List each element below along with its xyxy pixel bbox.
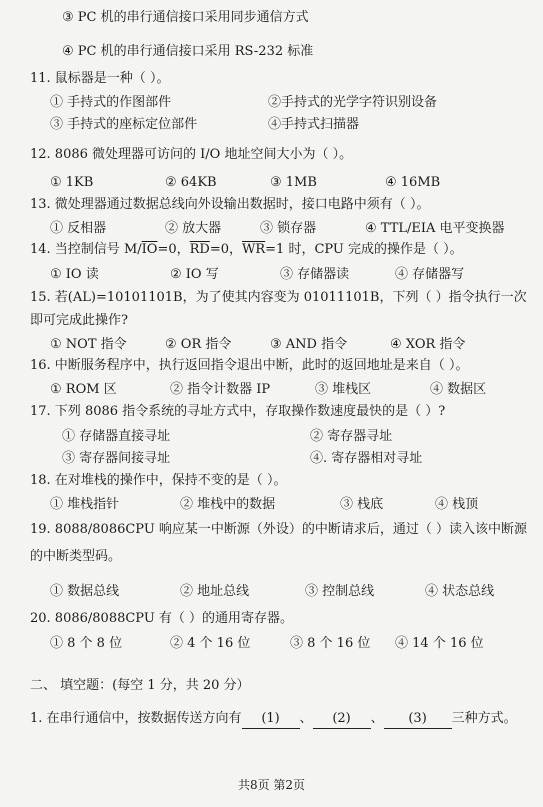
q16-option-1: ① ROM 区: [50, 382, 117, 397]
q16-option-3: ③ 堆栈区: [315, 382, 372, 397]
page-footer: 共8页 第2页: [237, 778, 306, 792]
q13-stem: 13. 微处理器通过数据总线向外设输出数据时，接口电路中须有（ ）。: [30, 197, 430, 212]
q17-option-1: ① 存储器直接寻址: [62, 429, 171, 444]
q19-option-4: ④ 状态总线: [425, 584, 495, 599]
q13-option-4: ④ TTL/EIA 电平变换器: [365, 221, 505, 236]
q20-stem: 20. 8086/8088CPU 有（ ）的通用寄存器。: [30, 611, 294, 626]
q11-option-4: ④手持式扫描器: [268, 117, 360, 132]
q20-option-1: ① 8 个 8 位: [50, 636, 123, 651]
q13-option-3: ③ 锁存器: [260, 221, 317, 236]
q14-option-4: ④ 存储器写: [395, 267, 465, 282]
fill-q1: [30, 710, 517, 729]
q14-option-2: ② IO 写: [170, 267, 219, 282]
q14-rd-signal: $\overline{RD}$: [189, 242, 210, 257]
q14-stem-part-a: 14. 当控制信号 M/: [30, 242, 142, 257]
q11-option-2: ②手持式的光学字符识别设备: [268, 95, 438, 110]
q19-option-3: ③ 控制总线: [305, 584, 375, 599]
q17-option-2: ② 寄存器寻址: [310, 429, 393, 444]
q20-option-3: ③ 8 个 16 位: [290, 636, 371, 651]
q12-stem: 12. 8086 微处理器可访问的 I/O 地址空间大小为（ ）。: [30, 147, 353, 162]
q10-option-3: ③ PC 机的串行通信接口采用同步通信方式: [62, 10, 309, 25]
fill-q1-text-b: 三种方式。: [451, 711, 517, 726]
q19-stem-2: 的中断类型码。: [30, 549, 122, 564]
q14-stem-part-c: =0，: [209, 242, 242, 257]
q12-option-2: ② 64KB: [165, 175, 217, 190]
fill-blank-2[interactable]: (2): [313, 710, 371, 729]
section-2-heading: 二、 填空题：(每空 1 分，共 20 分）: [30, 678, 250, 693]
fill-q1-sep-1: 、: [299, 711, 313, 726]
q14-stem-part-b: =0，: [157, 242, 190, 257]
q18-option-2: ② 堆栈中的数据: [180, 497, 276, 512]
q13-option-2: ② 放大器: [165, 221, 222, 236]
q16-option-2: ② 指令计数器 IP: [170, 382, 271, 397]
q15-option-2: ② OR 指令: [165, 337, 232, 352]
q20-option-2: ② 4 个 16 位: [170, 636, 251, 651]
q14-wr-signal: $\overline{WR}$: [242, 242, 266, 257]
q15-option-4: ④ XOR 指令: [390, 337, 466, 352]
q19-option-2: ② 地址总线: [180, 584, 250, 599]
q16-option-4: ④ 数据区: [430, 382, 487, 397]
q12-option-4: ④ 16MB: [385, 175, 441, 190]
q11-option-3: ③ 手持式的座标定位部件: [50, 117, 198, 132]
q18-stem: 18. 在对堆栈的操作中，保持不变的是（ ）。: [30, 473, 287, 488]
q19-option-1: ① 数据总线: [50, 584, 120, 599]
fill-q1-sep-2: 、: [370, 711, 384, 726]
fill-blank-1[interactable]: (1): [242, 710, 300, 729]
q15-stem-1: 15. 若(AL)=10101101B，为了使其内容变为 01011101B，下列（ ）指令执行一次: [30, 290, 527, 305]
q11-option-1: ① 手持式的作图部件: [50, 95, 172, 110]
q17-option-3: ③ 寄存器间接寻址: [62, 451, 171, 466]
q14-stem: [30, 241, 463, 259]
q15-option-3: ③ AND 指令: [270, 337, 348, 352]
q18-option-3: ③ 栈底: [340, 497, 384, 512]
q12-option-3: ③ 1MB: [270, 175, 317, 190]
q14-stem-part-d: =1 时，CPU 完成的操作是（ ）。: [265, 242, 463, 257]
q17-option-4: ④. 寄存器相对寻址: [310, 451, 423, 466]
fill-q1-text-a: 1. 在串行通信中，按数据传送方向有: [30, 711, 242, 726]
q15-option-1: ① NOT 指令: [50, 337, 127, 352]
q11-stem: 11. 鼠标器是一种（ ）。: [30, 71, 170, 86]
q16-stem: 16. 中断服务程序中，执行返回指令退出中断，此时的返回地址是来自（ ）。: [30, 358, 469, 373]
q18-option-1: ① 堆栈指针: [50, 497, 120, 512]
fill-blank-3[interactable]: (3): [384, 710, 452, 729]
q10-option-4: ④ PC 机的串行通信接口采用 RS-232 标准: [62, 44, 314, 59]
q20-option-4: ④ 14 个 16 位: [395, 636, 484, 651]
q13-option-1: ① 反相器: [50, 221, 107, 236]
q18-option-4: ④ 栈顶: [435, 497, 479, 512]
q12-option-1: ① 1KB: [50, 175, 94, 190]
q15-stem-2: 即可完成此操作?: [30, 313, 128, 328]
q17-stem: 17. 下列 8086 指令系统的寻址方式中，存取操作数速度最快的是（ ）?: [30, 404, 446, 419]
q14-io-signal: $\overline{IO}$: [141, 242, 158, 257]
q14-option-1: ① IO 读: [50, 267, 99, 282]
q19-stem-1: 19. 8088/8086CPU 响应某一中断源（外设）的中断请求后，通过（ ）读入该中断源: [30, 522, 528, 537]
q14-option-3: ③ 存储器读: [280, 267, 350, 282]
